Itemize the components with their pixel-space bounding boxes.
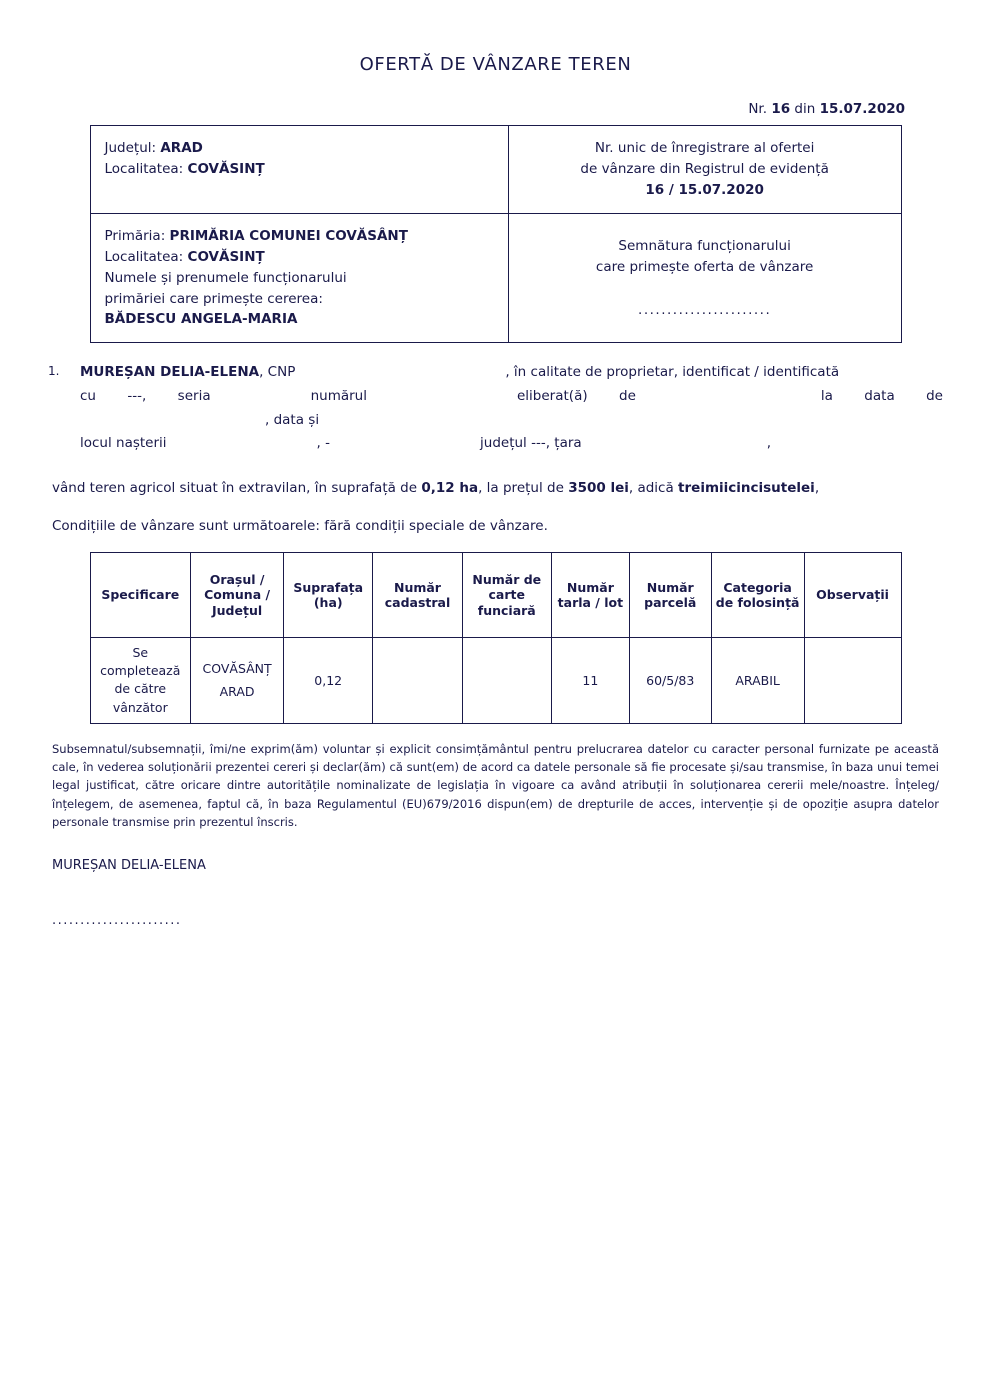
nr-mid: din: [790, 101, 820, 117]
col-oras: Orașul / Comuna / Județul: [191, 553, 284, 638]
cell-judet: ARAD: [219, 684, 255, 700]
table-header-row: [90, 553, 901, 638]
locality-line: [105, 159, 494, 180]
table-row: [90, 638, 901, 724]
header-row-2: [90, 213, 901, 343]
offer-text-d: ,: [814, 479, 820, 496]
col-categoria: Categoria de folosință: [711, 553, 804, 638]
offer-text-c: , adică: [628, 479, 679, 496]
signatory-name: MUREȘAN DELIA-ELENA: [52, 857, 206, 873]
col-tarla: Număr tarla / lot: [551, 553, 629, 638]
id-number-label: numărul: [310, 388, 367, 404]
locality-value: COVĂSINȚ: [187, 160, 265, 177]
county-label: Județul:: [104, 140, 161, 156]
offer-text-b: , la prețul de: [478, 479, 569, 496]
locality2-line: [105, 247, 494, 268]
registration-line-2: de vânzare din Registrul de evidență: [580, 160, 829, 177]
clause-number: 1.: [48, 364, 60, 379]
clerk-label-line-1: Numele și prenumele funcționarului: [104, 269, 347, 286]
conditions-label: Condițiile de vânzare sunt următoarele:: [52, 518, 325, 535]
registration-value: 16 / 15.07.2020: [645, 181, 764, 198]
owner-name: MUREȘAN DELIA-ELENA: [80, 364, 260, 381]
cell-categoria: ARABIL: [711, 638, 804, 724]
gdpr-consent-text: Subsemnatul/subsemnații, îmi/ne exprim(ăm) voluntar și explicit consimțământul pentru prelucrarea datelor cu caracter personal furnizate pe această cale, în vederea soluționării prezentei cereri și declar(ăm) că sunt(em) de acord ca datele personale să fie procesate și/sau transmise, în baza unui temei legal justificat, către oricare dintre autoritățile nominalizate de legislația în vigoare ca având atribuții în soluționarea cererii mele/noastre. Înțeleg/înțelegem, de asemenea, faptul că, în baza Regulamentul (EU)679/2016 dispun(em) de drepturile de acces, intervenție și de opoziție asupra datelor personale transmise prin prezentul înscris.: [52, 741, 939, 830]
signature-label-line-1: Semnătura funcționarului: [618, 237, 791, 254]
clerk-name: BĂDESCU ANGELA-MARIA: [104, 311, 298, 328]
offer-paragraph: [48, 476, 943, 500]
cell-specificare: Se completează de către vânzător: [90, 638, 191, 724]
id-issuer-label: eliberat(ă) de: [517, 388, 636, 404]
birth-data-tail: , data și: [265, 411, 320, 428]
land-details-table: [90, 552, 902, 724]
conditions-end: .: [543, 518, 548, 535]
registration-line-1: Nr. unic de înregistrare al ofertei: [594, 140, 815, 156]
conditions-line: [48, 518, 943, 534]
city-hall-cell: [90, 213, 508, 343]
offer-area: 0,12 ha: [421, 479, 479, 496]
page-title: OFERTĂ DE VÂNZARE TEREN: [359, 54, 632, 75]
cell-oras: COVĂSÂNȚ: [202, 660, 272, 676]
county-locality-cell: [90, 126, 508, 214]
locality-label: Localitatea:: [104, 160, 188, 177]
col-suprafata: Suprafața (ha): [284, 553, 373, 638]
county-country-label: județul ---, țara: [480, 435, 582, 452]
cell-parcela: 60/5/83: [629, 638, 711, 724]
birth-place-dash: , -: [316, 435, 331, 452]
col-specificare: Specificare: [90, 553, 191, 638]
offer-price: 3500 lei: [568, 479, 629, 496]
signatory-signature-dots: .......................: [52, 912, 182, 928]
locality2-label: Localitatea:: [104, 248, 188, 265]
registration-number-cell: [508, 126, 901, 214]
clause-line-1: [80, 361, 943, 385]
offer-number-line: [48, 101, 905, 117]
nr-value: 16: [771, 101, 791, 117]
county-value: ARAD: [160, 140, 203, 156]
cityhall-label: Primăria:: [104, 227, 170, 244]
id-series-label: cu ---, seria: [80, 388, 211, 404]
owner-quality-text: , în calitate de proprietar, identificat / identificată: [505, 364, 840, 381]
locality2-value: COVĂSINȚ: [187, 248, 265, 265]
clause-line-3: [80, 432, 943, 456]
col-parcela: Număr parcelă: [629, 553, 711, 638]
offer-text-a: vând teren agricol situat în extravilan, în suprafață de: [52, 479, 422, 496]
county-line: [105, 138, 494, 159]
owner-clause: [48, 361, 943, 456]
nr-date: 15.07.2020: [819, 101, 905, 117]
clerk-signature-cell: [508, 213, 901, 343]
clause-line-2: [80, 385, 943, 432]
cell-observatii: [804, 638, 901, 724]
nr-prefix: Nr.: [748, 101, 772, 117]
clerk-signature-dots: .......................: [638, 301, 772, 318]
cnp-label: , CNP: [259, 364, 296, 381]
col-observatii: Observații: [804, 553, 901, 638]
header-row-1: [90, 126, 901, 214]
cityhall-value: PRIMĂRIA COMUNEI COVĂSÂNȚ: [169, 227, 408, 244]
id-date-label: la data de: [820, 388, 943, 404]
cell-oras-judet: [191, 638, 284, 724]
clerk-label-line-2: primăriei care primește cererea:: [104, 290, 323, 307]
signature-label-line-2: care primește oferta de vânzare: [595, 258, 814, 275]
cell-carte-funciara: [462, 638, 551, 724]
cell-nr-cadastral: [373, 638, 462, 724]
header-table: [90, 125, 902, 343]
cityhall-line: [105, 226, 494, 247]
conditions-value: fără condiții speciale de vânzare: [324, 518, 544, 535]
birth-place-label: locul nașterii: [80, 435, 167, 452]
cell-suprafata: 0,12: [284, 638, 373, 724]
col-carte-funciara: Număr de carte funciară: [462, 553, 551, 638]
clause-line-3-tail: ,: [766, 435, 771, 452]
cell-tarla: 11: [551, 638, 629, 724]
offer-price-words: treimiicincisutelei: [678, 479, 815, 496]
col-nr-cadastral: Număr cadastral: [373, 553, 462, 638]
